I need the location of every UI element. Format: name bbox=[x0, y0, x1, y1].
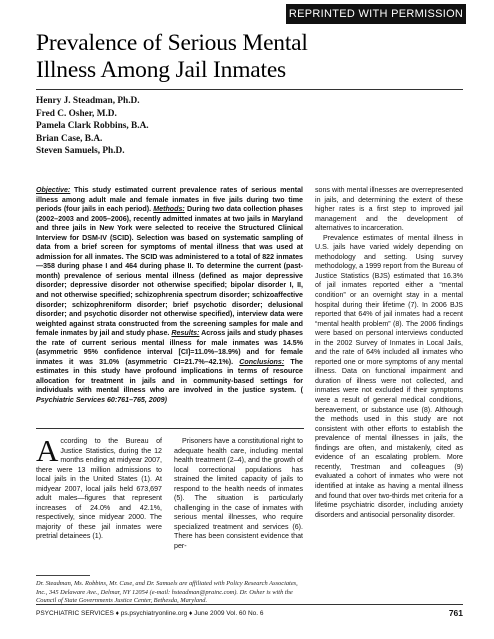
abstract-citation: Psychiatric Services 60:761–765, 2009) bbox=[36, 396, 167, 405]
title-line-1: Prevalence of Serious Mental bbox=[36, 30, 308, 56]
title-divider bbox=[36, 89, 463, 90]
abstract-citation-open: ( bbox=[300, 386, 303, 395]
author-name: Henry J. Steadman, Ph.D. bbox=[36, 96, 140, 106]
body-paragraph: Prevalence estimates of mental illness in U.S. jails have varied widely depending on methodology and setting. Using survey methodology, a 1999 report from the Bureau of Justice Statistics (BJS) estimated that 16.3% of jail inmates reported either a “mental condition” or an overnight stay in a mental hospital during their lifetime (7). In 2006 BJS reported that 64% of jail inmates had a recent “mental health problem” (8). The 2006 findings were based on personal interviews conducted in the 2002 Survey of Inmates in Local Jails, and the rate of 64% included all inmates who reported one or more symptoms of any mental illness. Data on functional impairment and duration of illness were not collected, and inmates were not excluded if their symptoms were a result of general medical conditions, bereavement, or substance use (8). Although the methods used in this study are not consistent with other efforts to establish the prevalence of mental illnesses in jails, the findings are often, and mistakenly, cited as evidence of an escalating problem. More recently, Trestman and colleagues (9) evaluated a cohort of inmates who were not identified at intake as having a mental illness and found that over two-thirds met criteria for a lifetime psychiatric disorder, including anxiety disorders and antisocial personality disorder. bbox=[315, 233, 463, 519]
abstract-results-text: Across jails and study phases the rate of current serious mental illness for male inmates was 14.5% (asymmetric 95% confidence interval [CI]=11.0%–18.9%) and for female inmates it was 31.0% (asymmetric CI=21.7%–42.1%). bbox=[36, 329, 303, 366]
abstract-results-label: Results: bbox=[171, 329, 200, 338]
author-name: Pamela Clark Robbins, B.A. bbox=[36, 121, 149, 132]
body-paragraph bbox=[36, 433, 162, 542]
footnote-divider bbox=[36, 575, 90, 576]
abstract-objective-text: This study estimated current prevalence rates of serious mental illness among adult male and female inmates in five jails during two time periods (four jails in each period). bbox=[36, 186, 303, 214]
page-number: 761 bbox=[448, 608, 463, 618]
author-name: Fred C. Osher, M.D. bbox=[36, 108, 117, 119]
author-list bbox=[36, 95, 256, 158]
body-text: ccording to the Bureau of Justice Statistics, during the 12 months ending at midyear 2007, there were 13 million admissions to local jails in the United States (1). At midyear 2007, local jails held 673,697 adult males—figures that represent increases of 24.0% and 42.1%, respectively, since midyear 2000. The majority of these jail inmates were pretrial detainees (1). bbox=[36, 437, 162, 541]
body-paragraph: Prisoners have a constitutional right to adequate health care, including mental health treatment (2–4), and the growth of local correctional populations has strained the limited capacity of jails to respond to the health needs of inmates (5). The situation is particularly challenging in the case of inmates with serious mental illnesses, who require specialized treatment and services (6). There has been consistent evidence that per- bbox=[174, 437, 303, 551]
abstract-objective-label: Objective: bbox=[36, 186, 71, 194]
drop-cap: A bbox=[36, 433, 59, 468]
article-title bbox=[36, 30, 476, 84]
footer-divider bbox=[36, 604, 463, 605]
author-name: Steven Samuels, Ph.D. bbox=[36, 146, 125, 157]
abstract-divider bbox=[36, 428, 304, 429]
abstract-methods-text: During two data collection phases (2002–2003 and 2005–2006), recently admitted inmates at two jails in Maryland and three jails in New York were selected to receive the Structured Clinical Interview for DSM-IV (SCID). Selection was based on systematic sampling of data from a brief screen for symptoms of mental illness that was used at admission for all inmates. The SCID was administered to a total of 822 inmates—358 during phase I and 464 during phase II. To determine the current (past-month) prevalence of serious mental illness (defined as major depressive disorder; depressive disorder not otherwise specified; bipolar disorder I, II, and not otherwise specified; schizophrenia spectrum disorder; schizoaffective disorder; schizophreniform disorder; brief psychotic disorder; delusional disorder; and psychotic disorder not otherwise specified), interview data were weighted against strata constructed from the screening samples for male and female inmates by jail and study phase. bbox=[36, 205, 303, 338]
abstract bbox=[36, 186, 303, 406]
reprint-banner: REPRINTED WITH PERMISSION bbox=[286, 4, 466, 24]
author-name: Brian Case, B.A. bbox=[36, 133, 103, 144]
journal-info: PSYCHIATRIC SERVICES ♦ ps.psychiatryonline.org ♦ June 2009 Vol. 60 No. 6 bbox=[36, 609, 264, 617]
abstract-methods-label: Methods: bbox=[153, 205, 185, 214]
body-paragraph: sons with mental illnesses are overrepresented in jails, and determining the extent of these higher rates is a first step to improved jail management and the development of alternatives to incarceration. bbox=[315, 186, 463, 233]
author-affiliation-footnote: Dr. Steadman, Ms. Robbins, Mr. Case, and Dr. Samuels are affiliated with Policy Research Associates, Inc., 345 Delaware Ave., Delmar, NY 12054 (e-mail: hsteadman@prainc.com). Dr. Osher is with the Council of State Governments Justice Center, Bethesda, Maryland. bbox=[36, 580, 298, 605]
abstract-conclusions-text: The estimates in this study have profound implications in terms of resource allocation for treatment in jails and in community-based settings for individuals with mental illness who are involved in the justice system. bbox=[36, 357, 303, 395]
title-line-2: Illness Among Jail Inmates bbox=[36, 57, 287, 83]
body-column-3 bbox=[315, 186, 463, 520]
body-column-1 bbox=[36, 433, 162, 542]
abstract-conclusions-label: Conclusions: bbox=[239, 357, 285, 366]
body-column-2 bbox=[174, 437, 303, 552]
page-footer bbox=[36, 607, 463, 619]
